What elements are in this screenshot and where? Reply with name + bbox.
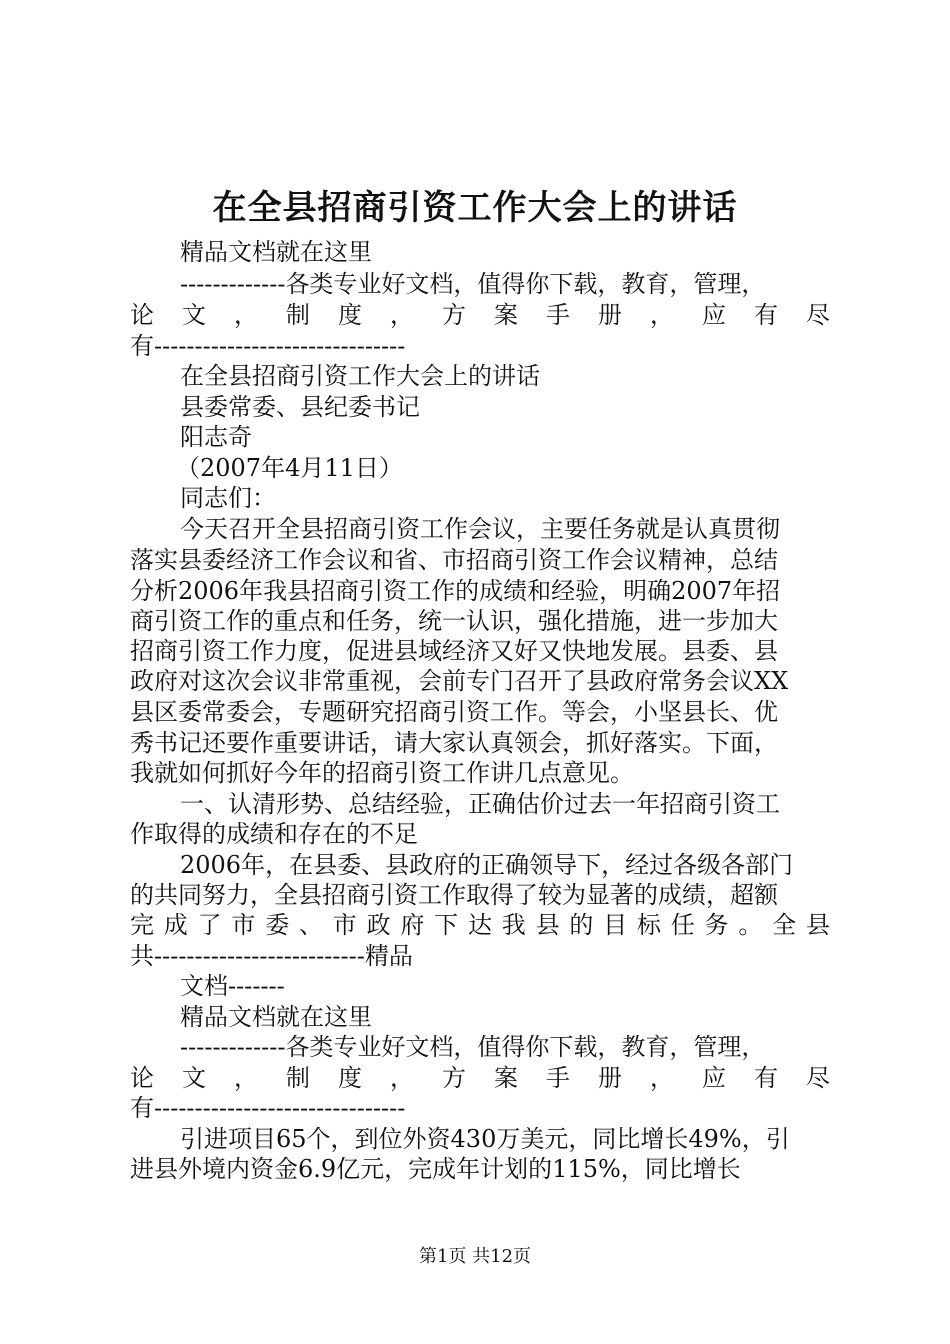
paragraph-line: 的共同努力，全县招商引资工作取得了较为显著的成绩，超额 [130,881,778,909]
spaced-character: ， [650,1064,674,1092]
section-heading-line: 作取得的成绩和存在的不足 [130,820,418,848]
spaced-character: 有 [754,1064,778,1092]
spaced-character: ， [234,1064,258,1092]
header-banner-line: -------------各类专业好文档，值得你下载，教育，管理， [180,270,766,298]
spaced-character: 册 [598,301,622,329]
spaced-character: 册 [598,1064,622,1092]
page-number-footer: 第1页 共12页 [418,1246,532,1267]
spaced-character: ， [390,301,414,329]
spaced-character: 府 [400,911,425,939]
header-banner-spaced-line [130,300,830,330]
paragraph-line: 文档------- [180,972,285,1000]
spaced-character: 了 [197,911,222,939]
spaced-character: 案 [494,301,518,329]
paragraph-line: 分析2006年我县招商引资工作的成绩和经验，明确2007年招 [130,577,781,605]
spaced-character: 全 [772,911,797,939]
spaced-character: 。 [738,911,763,939]
spaced-character: 案 [494,1064,518,1092]
spaced-character: 县 [805,911,830,939]
paragraph-line: 共--------------------------精品 [130,942,413,970]
spaced-character: 下 [434,911,459,939]
subtitle: 在全县招商引资工作大会上的讲话 [180,362,540,390]
paragraph-line: 引进项目65个，到位外资430万美元，同比增长49%，引 [180,1125,790,1153]
paragraph-line: 落实县委经济工作会议和省、市招商引资工作会议精神，总结 [130,546,778,574]
spaced-character: ， [234,301,258,329]
spaced-character: 文 [182,1064,206,1092]
spaced-character: 任 [670,911,695,939]
spaced-character: 、 [298,911,323,939]
paragraph-line: 秀书记还要作重要讲话，请大家认真领会，抓好落实。下面， [130,729,778,757]
spaced-character: 市 [332,911,357,939]
paragraph-spaced-line [130,910,830,940]
paragraph-line: 我就如何抓好今年的招商引资工作讲几点意见。 [130,759,634,787]
header-banner-line: 精品文档就在这里 [180,1003,372,1031]
spaced-character: 县 [535,911,560,939]
spaced-character: 手 [546,1064,570,1092]
spaced-character: 有 [754,301,778,329]
spaced-character: 委 [265,911,290,939]
paragraph-line: 政府对这次会议非常重视，会前专门召开了县政府常务会议XX [130,667,789,695]
spaced-character: 我 [501,911,526,939]
document-title: 在全县招商引资工作大会上的讲话 [212,188,738,228]
spaced-character: 完 [130,911,154,939]
section-heading-line: 一、认清形势、总结经验，正确估价过去一年招商引资工 [180,790,780,818]
spaced-character: 制 [286,1064,310,1092]
spaced-character: ， [650,301,674,329]
spaced-character: 方 [442,301,466,329]
author-name: 阳志奇 [180,423,252,451]
spaced-character: 尽 [806,301,830,329]
spaced-character: 论 [130,1064,154,1092]
paragraph-line: 进县外境内资金6.9亿元，完成年计划的115%，同比增长 [130,1155,741,1183]
spaced-character: 度 [338,1064,362,1092]
paragraph-line: 今天召开全县招商引资工作会议，主要任务就是认真贯彻 [180,515,780,543]
spaced-character: 目 [603,911,628,939]
spaced-character: 的 [569,911,594,939]
author-title: 县委常委、县纪委书记 [180,393,420,421]
header-banner-line: 有------------------------------- [130,1094,406,1122]
spaced-character: 论 [130,301,154,329]
spaced-character: 应 [702,1064,726,1092]
paragraph-line: 县区委常委会，专题研究招商引资工作。等会，小坚县长、优 [130,698,778,726]
spaced-character: 市 [231,911,256,939]
salutation: 同志们： [180,484,276,512]
spaced-character: ， [390,1064,414,1092]
spaced-character: 标 [636,911,661,939]
spaced-character: 度 [338,301,362,329]
paragraph-line: 商引资工作的重点和任务，统一认识，强化措施，进一步加大 [130,607,778,635]
spaced-character: 务 [704,911,729,939]
spaced-character: 政 [366,911,391,939]
spaced-character: 成 [163,911,188,939]
spaced-character: 尽 [806,1064,830,1092]
speech-date: （2007年4月11日） [176,454,403,482]
spaced-character: 方 [442,1064,466,1092]
header-banner-spaced-line [130,1063,830,1093]
header-banner-line: -------------各类专业好文档，值得你下载，教育，管理， [180,1033,766,1061]
spaced-character: 应 [702,301,726,329]
paragraph-line: 招商引资工作力度，促进县域经济又好又快地发展。县委、县 [130,637,778,665]
spaced-character: 达 [467,911,492,939]
paragraph-line: 2006年，在县委、县政府的正确领导下，经过各级各部门 [180,851,794,879]
spaced-character: 文 [182,301,206,329]
spaced-character: 手 [546,301,570,329]
header-banner-line: 精品文档就在这里 [180,238,372,266]
spaced-character: 制 [286,301,310,329]
header-banner-line: 有------------------------------- [130,332,406,360]
